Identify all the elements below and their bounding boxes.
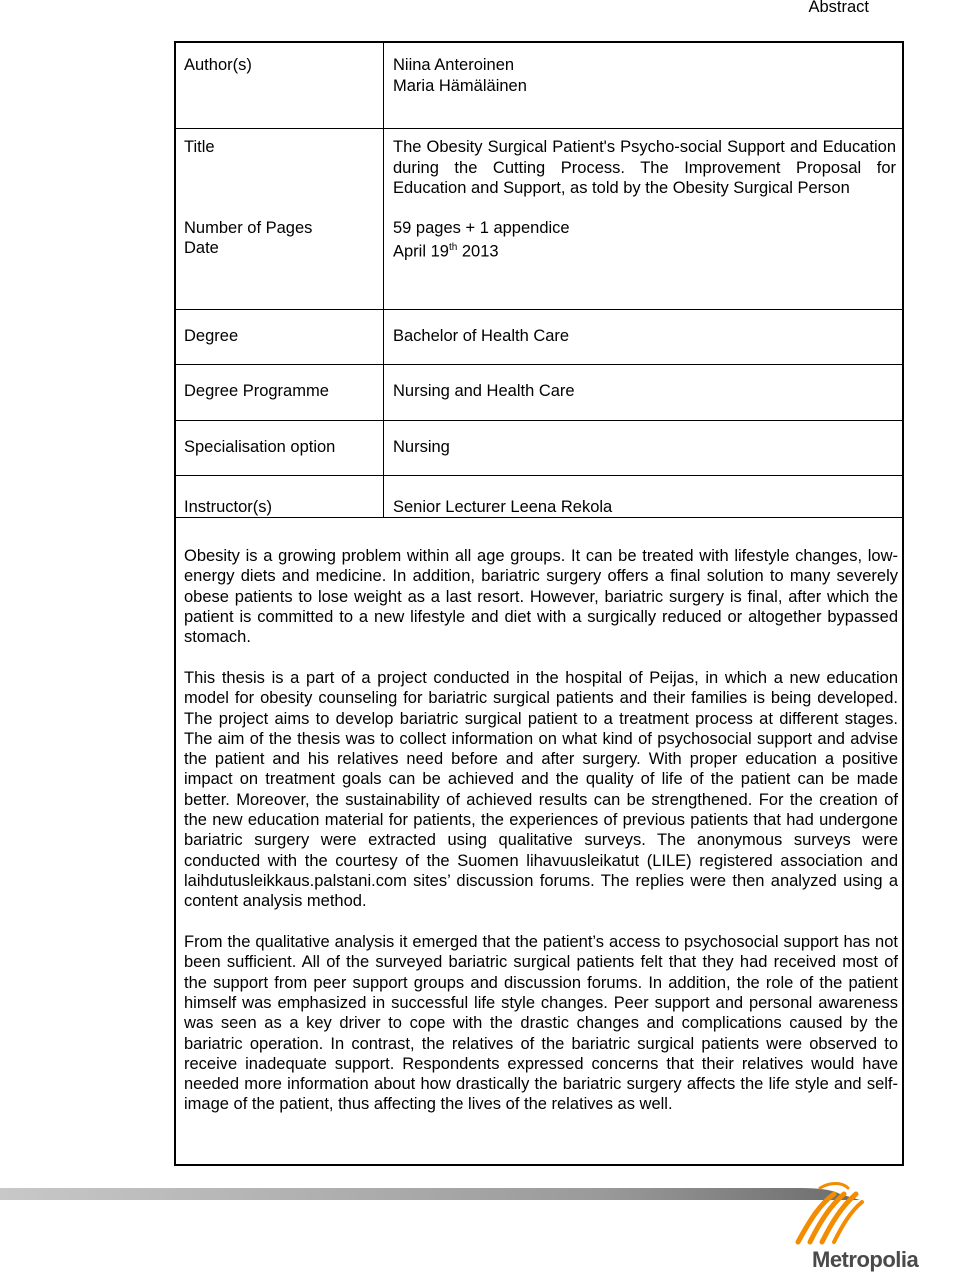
specialisation-label: Specialisation option — [184, 438, 336, 456]
date-suffix: 2013 — [457, 242, 499, 261]
author-2: Maria Hämäläinen — [393, 76, 527, 95]
authors-row — [176, 43, 902, 129]
instructors-row — [176, 476, 902, 518]
date-prefix: April 19 — [393, 242, 449, 261]
abstract-paragraph-2: This thesis is a part of a project conducted in the hospital of Peijas, in which a new education model for obesity counseling for bariatric surgical patients and their families is being developed. The project aims to develop bariatric surgical patient to a treatment process at different stages. The aim of the thesis was to collect information on what kind of psychosocial support and advise the patient and his relatives need before and after surgery. With proper education a positive impact on treatment goals can be achieved and the quality of life of the patient can be made better. Moreover, the sustainability of achieved results can be strengthened. For the creation of the new education material for patients, the experiences of previous patients that had undergone bariatric surgery were extracted using qualitative surveys. The anonymous surveys were conducted with the courtesy of the Suomen lihavuusleikatut (LILE) registered association and laihdutusleikkaus.palstani.com sites’ discussion forums. The replies were then analyzed using a content analysis method. — [184, 668, 898, 911]
programme-row — [176, 365, 902, 421]
specialisation-row — [176, 421, 902, 476]
instructors-value: Senior Lecturer Leena Rekola — [393, 498, 613, 516]
degree-value: Bachelor of Health Care — [393, 327, 570, 345]
pages-label: Number of Pages — [184, 219, 313, 237]
authors-value — [393, 55, 896, 96]
instructors-label: Instructor(s) — [184, 498, 273, 516]
abstract-paragraph-1: Obesity is a growing problem within all age groups. It can be treated with lifestyle changes, low-energy diets and medicine. In addition, bariatric surgery offers a final solution to many severely obese patients to lose weight as a last resort. However, bariatric surgery is final, after which the patient is committed to a new lifestyle and diet with a surgically reduced or altogether bypassed stomach. — [184, 547, 898, 647]
programme-value: Nursing and Health Care — [393, 382, 575, 400]
abstract-sheet — [174, 41, 904, 1166]
abstract-paragraph-3: From the qualitative analysis it emerged that the patient’s access to psychosocial support has not been sufficient. All of the surveyed bariatric surgical patients felt that they had received most of the support from peer support groups and discussion forums. In addition, the role of the patient himself was emphasized in successful life style changes. Peer support and personal awareness was seen as a key driver to cope with the drastic changes and complications caused by the bariatric operation. In contrast, the relatives of the bariatric surgical patients were observed to receive inadequate support. Respondents expressed concerns that their relatives would have needed more information about how drastically the bariatric surgery affects the life style and self-image of the patient, thus affecting the lives of the relatives as well. — [184, 933, 898, 1114]
title-value: The Obesity Surgical Patient's Psycho-social Support and Education during the Cutting Process. The Improvement Proposal for Education and Support, as told by the Obesity Surgical Person — [393, 138, 896, 197]
degree-label: Degree — [184, 327, 239, 345]
brand-name: Metropolia — [812, 1247, 919, 1272]
programme-label: Degree Programme — [184, 382, 329, 400]
authors-label: Author(s) — [184, 56, 252, 74]
date-sup: th — [448, 242, 458, 253]
section-title: Abstract — [808, 0, 869, 16]
meta-bottom-rule — [176, 517, 902, 518]
abstract-body — [184, 546, 898, 1135]
title-label: Title — [184, 138, 215, 156]
specialisation-value: Nursing — [393, 438, 450, 456]
date-label: Date — [184, 239, 219, 257]
page-header — [808, 0, 869, 17]
author-1: Niina Anteroinen — [393, 56, 515, 74]
date-value — [393, 238, 896, 262]
degree-row — [176, 310, 902, 365]
title-row — [176, 129, 902, 310]
pages-value: 59 pages + 1 appendice — [393, 219, 570, 237]
